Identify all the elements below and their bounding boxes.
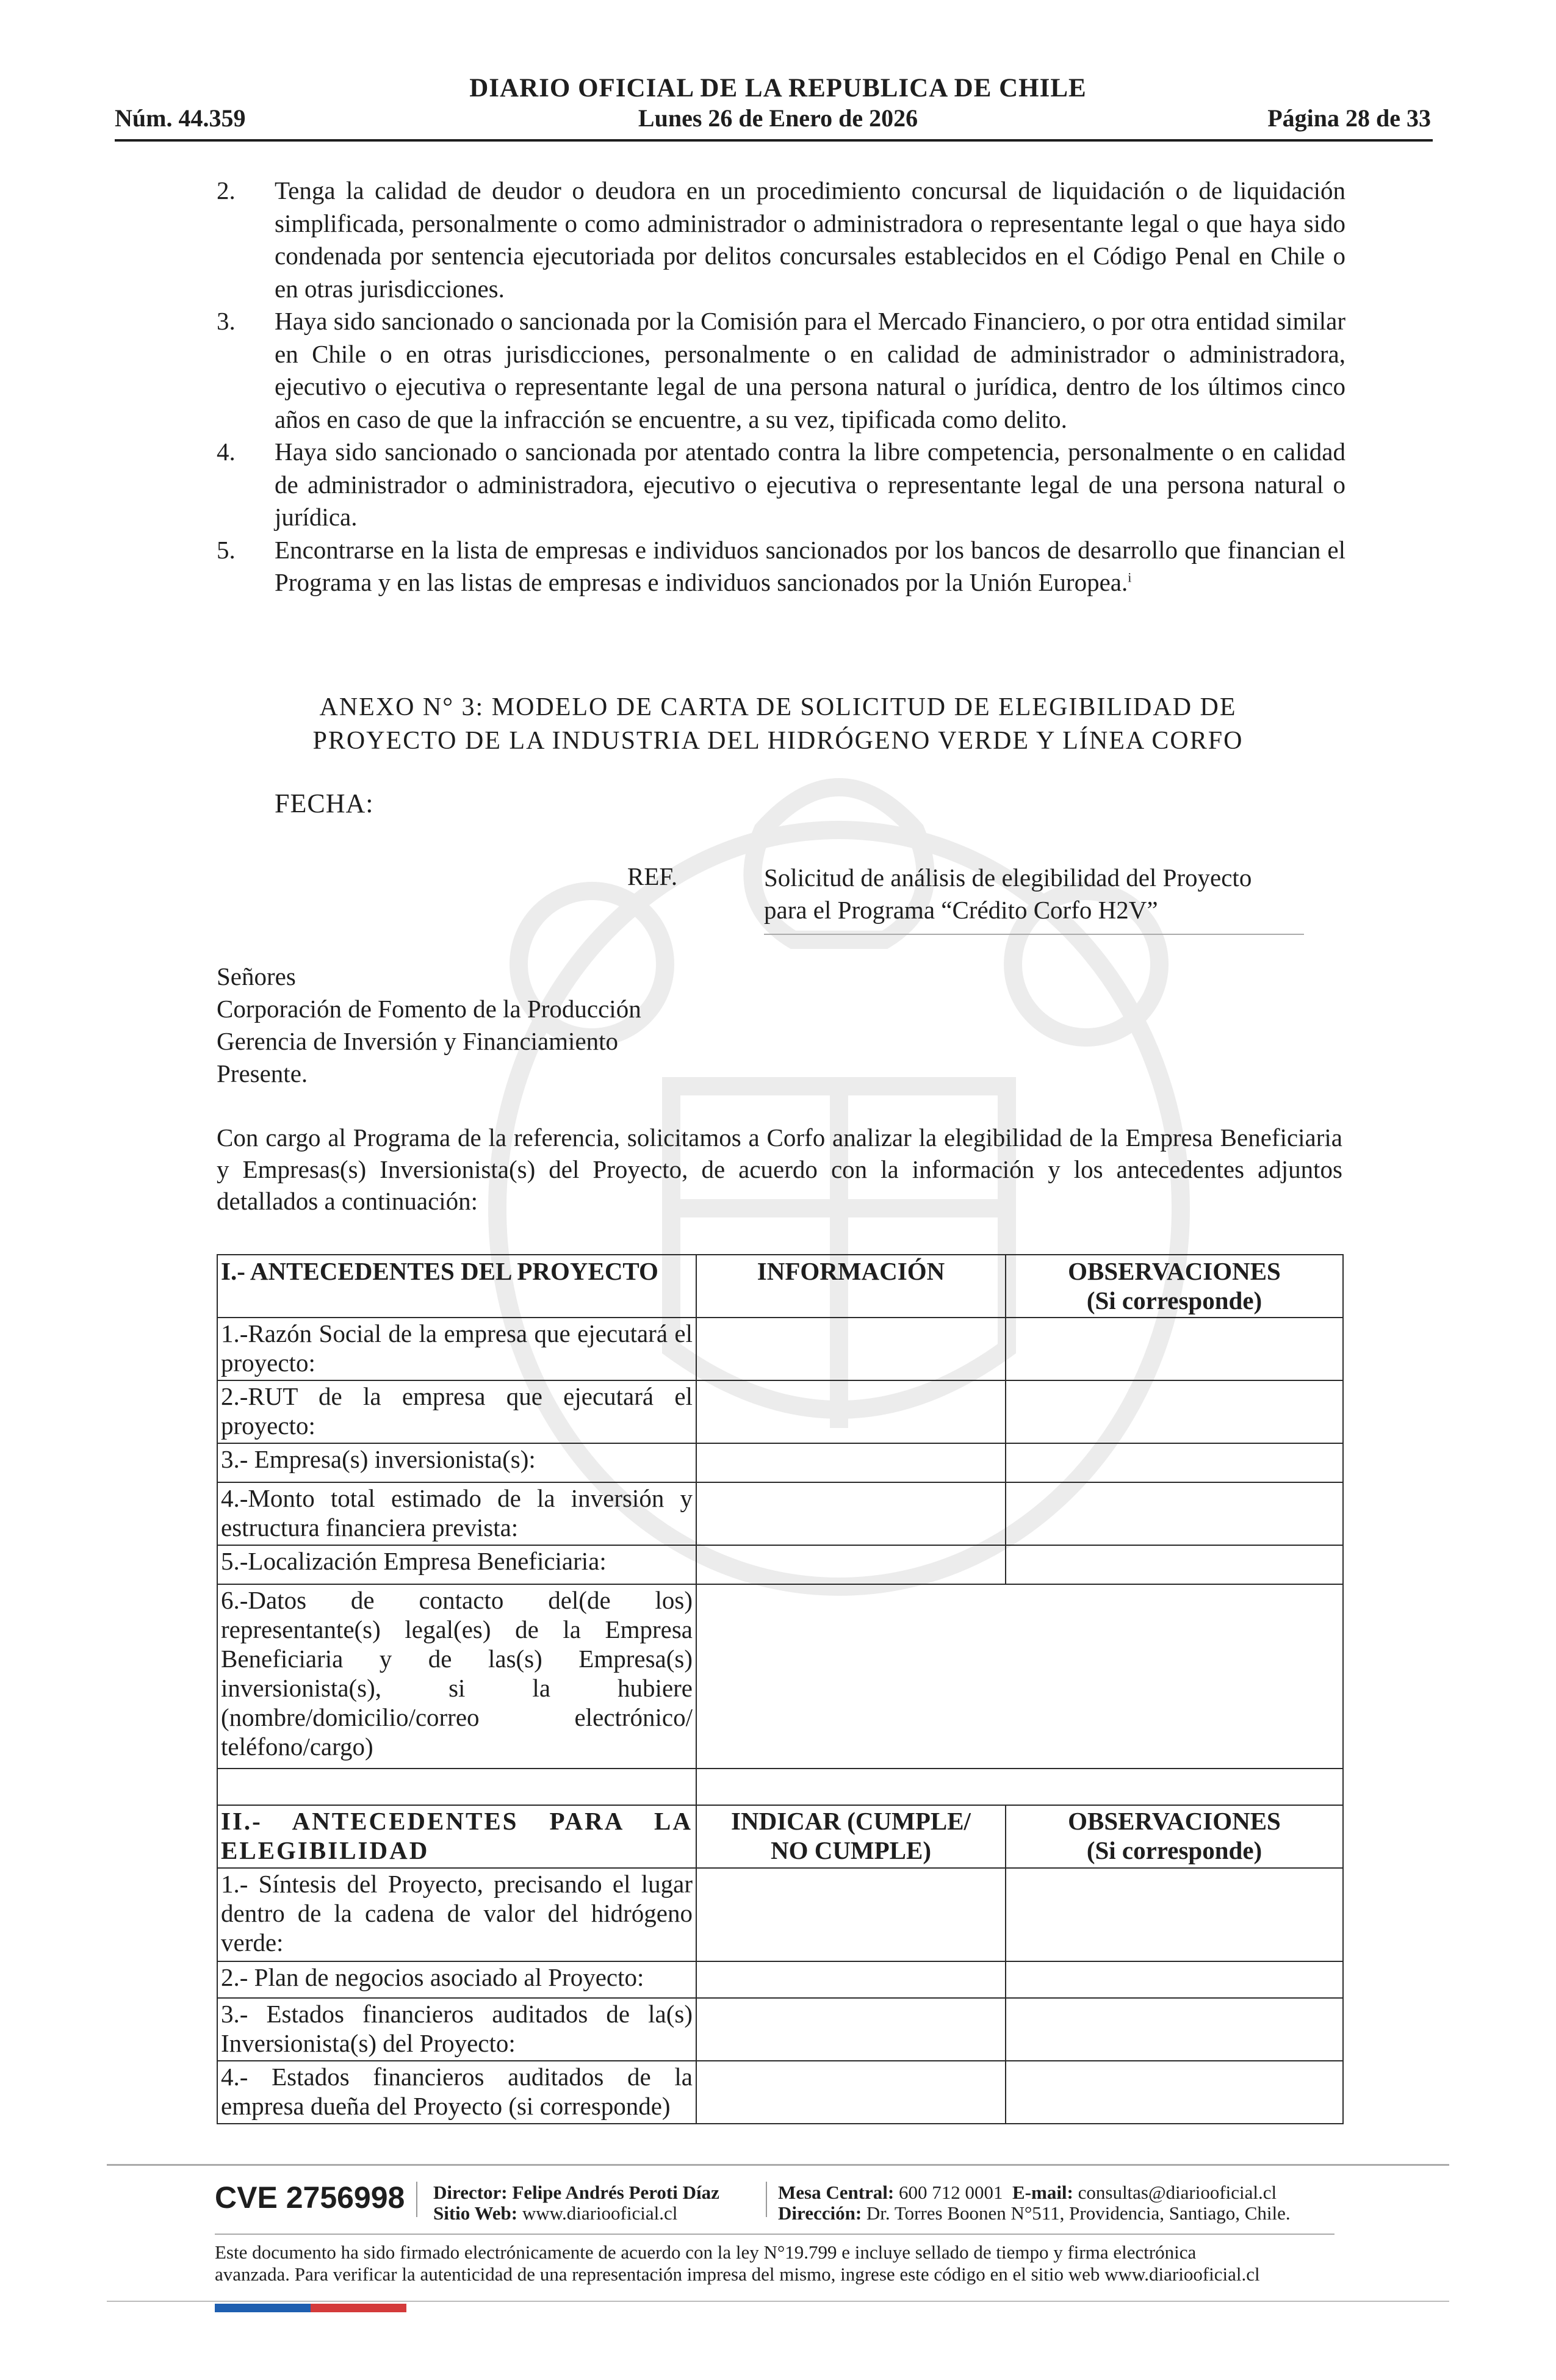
header-text: (Si corresponde) [1086,1286,1262,1314]
header-text: (Si corresponde) [1086,1836,1262,1864]
table-cell-observation[interactable] [1006,1318,1343,1380]
table-cell-input[interactable] [696,2061,1006,2124]
table-row [217,1868,1343,1961]
reference-label: REF. [627,862,678,890]
table-cell-observation[interactable] [1006,1545,1343,1584]
intro-paragraph: Con cargo al Programa de la referencia, solicitamos a Corfo analizar la elegibilidad de la Empresa Beneficiaria y Empresas(s) Inversionista(s) del Proyecto, de acuerdo con la información y los antecedentes adjuntos detallados a continuación: [217,1123,1342,1215]
director-info [433,2182,719,2224]
table-cell-label: 1.-Razón Social de la empresa que ejecutará el proyecto: [217,1318,696,1380]
table-cell-input[interactable] [696,1961,1006,1998]
email-label: E-mail: [1012,2182,1073,2203]
section1-header-col2: INFORMACIÓN [696,1255,1006,1318]
table-cell-input[interactable] [696,1482,1006,1545]
annex-title [0,691,1556,758]
email-link[interactable]: consultas@diariooficial.cl [1078,2182,1277,2203]
table-spacer-row [217,1769,1343,1805]
publication-title: DIARIO OFICIAL DE LA REPUBLICA DE CHILE [469,74,1087,103]
legal-line: avanzada. Para verificar la autenticidad de una representación impresa del mismo, ingrese este código en el sitio web www.diariooficial.cl [215,2263,1260,2285]
list-item-text: Haya sido sancionado o sancionada por atentado contra la libre competencia, personalmente o en calidad de administrador o administradora, ejecutivo o ejecutiva o representante legal de una persona natural o jurídica. [275,438,1345,531]
table-row [217,1318,1343,1380]
footer-divider [215,2234,1334,2235]
table-row [217,1545,1343,1584]
director-label: Director: [433,2182,508,2203]
table-cell-observation[interactable] [1006,1482,1343,1545]
reference-underline [764,934,1304,935]
table-row [217,1998,1343,2061]
annex-title-line: PROYECTO DE LA INDUSTRIA DEL HIDRÓGENO VERDE Y LÍNEA CORFO [312,727,1244,755]
header-text: INDICAR (CUMPLE/ [731,1807,971,1835]
footer-divider [107,2164,1449,2166]
list-item-number: 2. [217,176,236,204]
table-cell-observation[interactable] [1006,2061,1343,2124]
eligibility-table [217,1254,1344,2124]
table-cell-observation[interactable] [1006,1868,1343,1961]
reference-line: Solicitud de análisis de elegibilidad del Proyecto [764,864,1252,892]
table-header-row [217,1805,1343,1868]
table-cell-observation[interactable] [1006,1380,1343,1443]
website-label: Sitio Web: [433,2202,518,2224]
section1-header-col1: I.- ANTECEDENTES DEL PROYECTO [217,1255,696,1318]
section2-header-col1: II.- ANTECEDENTES PARA LA ELEGIBILIDAD [217,1805,696,1868]
reference-line: para el Programa “Crédito Corfo H2V” [764,896,1158,924]
table-cell-observation[interactable] [1006,1961,1343,1998]
addressee-line: Señores [217,962,296,990]
list-item [217,436,1345,534]
table-cell-input[interactable] [696,1998,1006,2061]
footnote-marker[interactable]: i [1128,569,1132,585]
table-cell-empty [217,1769,696,1805]
address-label: Dirección: [778,2202,862,2224]
table-cell-label: 4.- Estados financieros auditados de la empresa dueña del Proyecto (si corresponde) [217,2061,696,2124]
header-text: NO CUMPLE) [770,1836,932,1864]
table-cell-label: 2.- Plan de negocios asociado al Proyecto: [217,1961,696,1998]
table-cell-empty [696,1769,1343,1805]
table-cell-input[interactable] [696,1318,1006,1380]
section2-header-col3 [1006,1805,1343,1868]
table-cell-input[interactable] [696,1443,1006,1482]
section1-header-col3 [1006,1255,1343,1318]
table-cell-input[interactable] [696,1380,1006,1443]
list-item-number: 4. [217,438,236,466]
flag-stripe-blue [215,2304,311,2312]
table-row [217,1443,1343,1482]
table-cell-observation[interactable] [1006,1998,1343,2061]
footer-separator [766,2182,767,2217]
list-item-text: Encontrarse en la lista de empresas e individuos sancionados por los bancos de desarrollo que financian el Programa y en las listas de empresas e individuos sancionados por la Unión Europea. [275,535,1345,596]
header-divider [115,139,1433,142]
legal-line: Este documento ha sido firmado electrónicamente de acuerdo con la ley N°19.799 e incluye sellado de tiempo y firma electrónica [215,2241,1197,2263]
flag-stripe-red [311,2304,406,2312]
table-row [217,1584,1343,1769]
table-cell-label: 6.-Datos de contacto del(de los) representante(s) legal(es) de la Empresa Beneficiaria y de las(s) Empresa(s) inversionista(s), si la hubiere (nombre/domicilio/correo electrónico/ teléfono/cargo) [217,1584,696,1769]
legal-notice [215,2241,1374,2285]
list-item [217,305,1345,436]
table-row [217,1380,1343,1443]
page-number: Página 28 de 33 [1267,104,1431,132]
header-text: OBSERVACIONES [1068,1257,1281,1285]
table-cell-label: 3.- Estados financieros auditados de la(s) Inversionista(s) del Proyecto: [217,1998,696,2061]
list-item-text: Tenga la calidad de deudor o deudora en un procedimiento concursal de liquidación o de liquidación simplificada, personalmente o como administrador o administradora o representante legal o que haya sido condenada por sentencia ejecutoriada por delitos concursales establecidos en el Código Penal en Chile o en otras jurisdicciones. [275,176,1345,303]
table-cell-label: 1.- Síntesis del Proyecto, precisando el lugar dentro de la cadena de valor del hidrógeno verde: [217,1868,696,1961]
issue-number: Núm. 44.359 [115,104,246,132]
date-field-label: FECHA: [275,788,374,818]
footer-divider [107,2301,1449,2302]
table-cell-label: 3.- Empresa(s) inversionista(s): [217,1443,696,1482]
phone-label: Mesa Central: [778,2182,895,2203]
table-cell-label: 2.-RUT de la empresa que ejecutará el proyecto: [217,1380,696,1443]
addressee-line: Presente. [217,1059,308,1087]
table-cell-label: 4.-Monto total estimado de la inversión y estructura financiera prevista: [217,1482,696,1545]
addressee-block [217,961,641,1090]
website-link[interactable]: www.diariooficial.cl [522,2202,678,2224]
numbered-list [217,175,1345,599]
table-cell-input[interactable] [696,1584,1343,1769]
list-item-text: Haya sido sancionado o sancionada por la Comisión para el Mercado Financiero, o por otra entidad similar en Chile o en otras jurisdicciones, personalmente o en calidad de administrador o administradora, ejecutivo o ejecutiva o representante legal de una persona natural o jurídica, dentro de los últimos cinco años en caso de que la infracción se encuentre, a su vez, tipificada como delito. [275,307,1345,433]
table-cell-observation[interactable] [1006,1443,1343,1482]
cve-code: CVE 2756998 [215,2180,405,2215]
table-row [217,2061,1343,2124]
list-item-number: 3. [217,307,236,335]
contact-info [778,2182,1291,2224]
table-row [217,1482,1343,1545]
issue-date: Lunes 26 de Enero de 2026 [638,104,918,132]
footer-separator [416,2182,417,2217]
section2-header-col2 [696,1805,1006,1868]
table-cell-input[interactable] [696,1868,1006,1961]
list-item [217,534,1345,599]
addressee-line: Gerencia de Inversión y Financiamiento [217,1027,619,1055]
header-text: OBSERVACIONES [1068,1807,1281,1835]
table-row [217,1961,1343,1998]
list-item [217,175,1345,305]
phone-value: 600 712 0001 [899,2182,1003,2203]
address-value: Dr. Torres Boonen N°511, Providencia, Santiago, Chile. [866,2202,1291,2224]
table-cell-input[interactable] [696,1545,1006,1584]
director-name: Felipe Andrés Peroti Díaz [512,2182,719,2203]
reference-text [764,862,1313,926]
list-item-number: 5. [217,535,236,564]
table-header-row [217,1255,1343,1318]
annex-title-line: ANEXO N° 3: MODELO DE CARTA DE SOLICITUD DE ELEGIBILIDAD DE [319,693,1237,721]
table-cell-label: 5.-Localización Empresa Beneficiaria: [217,1545,696,1584]
addressee-line: Corporación de Fomento de la Producción [217,995,641,1023]
